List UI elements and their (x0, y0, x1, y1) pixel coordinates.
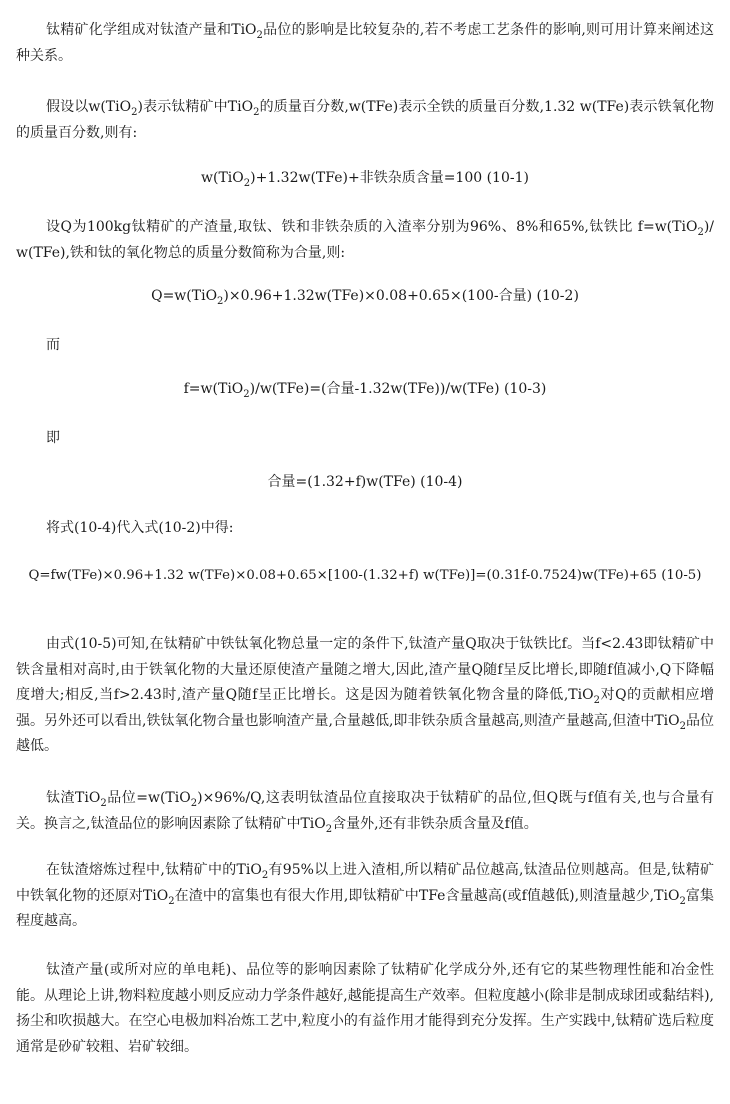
equation-10-3: f=w(TiO$_2$)/w(TFe)=(合量-1.32w(TFe))/w(TFe) (10-3) (183, 381, 547, 400)
paragraph-analysis: 由式(10-5)可知,在钛精矿中铁钛氧化物总量一定的条件下,钛渣产量Q取决于钛铁比f。当f<2.43即钛精矿中铁含量相对高时,由于铁氧化物的大量还原使渣产量随之增大,因此,渣产量Q随f呈反比增长,即随f值减小,Q下降幅度增大;相反,当f>2.43时,渣产量Q随f呈正比增长。这是因为随着铁氧化物含量的降低,TiO$_2$对Q的贡献相应增强。另外还可以看出,铁钛氧化物合量也影响渣产量,合量越低,即非铁杂质含量越高,则渣产量越高,但渣中TiO$_2$品位越低。 (16, 636, 715, 754)
paragraph-definition: 设Q为100kg钛精矿的产渣量,取钛、铁和非铁杂质的入渣率分别为96%、8%和65%,钛铁比 f=w(TiO$_2$)/ w(TFe),铁和钛的氧化物总的质量分数简称为合量,则: (16, 219, 714, 261)
equation-10-1: w(TiO$_2$)+1.32w(TFe)+非铁杂质含量=100 (10-1) (201, 170, 529, 189)
connector-er: 而 (46, 337, 60, 353)
paragraph-grade: 钛渣TiO$_2$品位=w(TiO$_2$)×96%/Q,这表明钛渣品位直接取决于钛精矿的品位,但Q既与f值有关,也与合量有关。换言之,钛渣品位的影响因素除了钛精矿中TiO$_2$含量外,还有非铁杂质含量及f值。 (16, 790, 714, 835)
connector-ji: 即 (46, 430, 60, 446)
equation-10-2: Q=w(TiO$_2$)×0.96+1.32w(TFe)×0.08+0.65×(100-合量) (10-2) (151, 288, 579, 307)
equation-10-5: Q=fw(TFe)×0.96+1.32 w(TFe)×0.08+0.65×[100-(1.32+f) w(TFe)]=(0.31f-0.7524)w(TFe)+65 (10-5) (28, 568, 702, 583)
paragraph-intro: 钛精矿化学组成对钛渣产量和TiO$_2$品位的影响是比较复杂的,若不考虑工艺条件的影响,则可用计算来阐述这种关系。 (16, 22, 714, 64)
paragraph-assumption: 假设以w(TiO$_2$)表示钛精矿中TiO$_2$的质量百分数,w(TFe)表示全铁的质量百分数,1.32 w(TFe)表示铁氧化物的质量百分数,则有: (16, 99, 714, 141)
equation-10-4: 合量=(1.32+f)w(TFe) (10-4) (267, 474, 463, 490)
paragraph-smelting: 在钛渣熔炼过程中,钛精矿中的TiO$_2$有95%以上进入渣相,所以精矿品位越高,钛渣品位则越高。但是,钛精矿中铁氧化物的还原对TiO$_2$在渣中的富集也有很大作用,即钛精矿中TFe含量越高(或f值越低),则渣量越少,TiO$_2$富集程度越高。 (16, 862, 715, 929)
paragraph-substitute: 将式(10-4)代入式(10-2)中得: (46, 520, 234, 536)
paragraph-physical: 钛渣产量(或所对应的单电耗)、品位等的影响因素除了钛精矿化学成分外,还有它的某些物理性能和冶金性能。从理论上讲,物料粒度越小则反应动力学条件越好,越能提高生产效率。但粒度越小(除非是制成球团或黏结料),扬尘和吹损越大。在空心电极加料冶炼工艺中,粒度小的有益作用才能得到充分发挥。生产实践中,钛精矿选后粒度通常是砂矿较粗、岩矿较细。 (16, 962, 714, 1055)
